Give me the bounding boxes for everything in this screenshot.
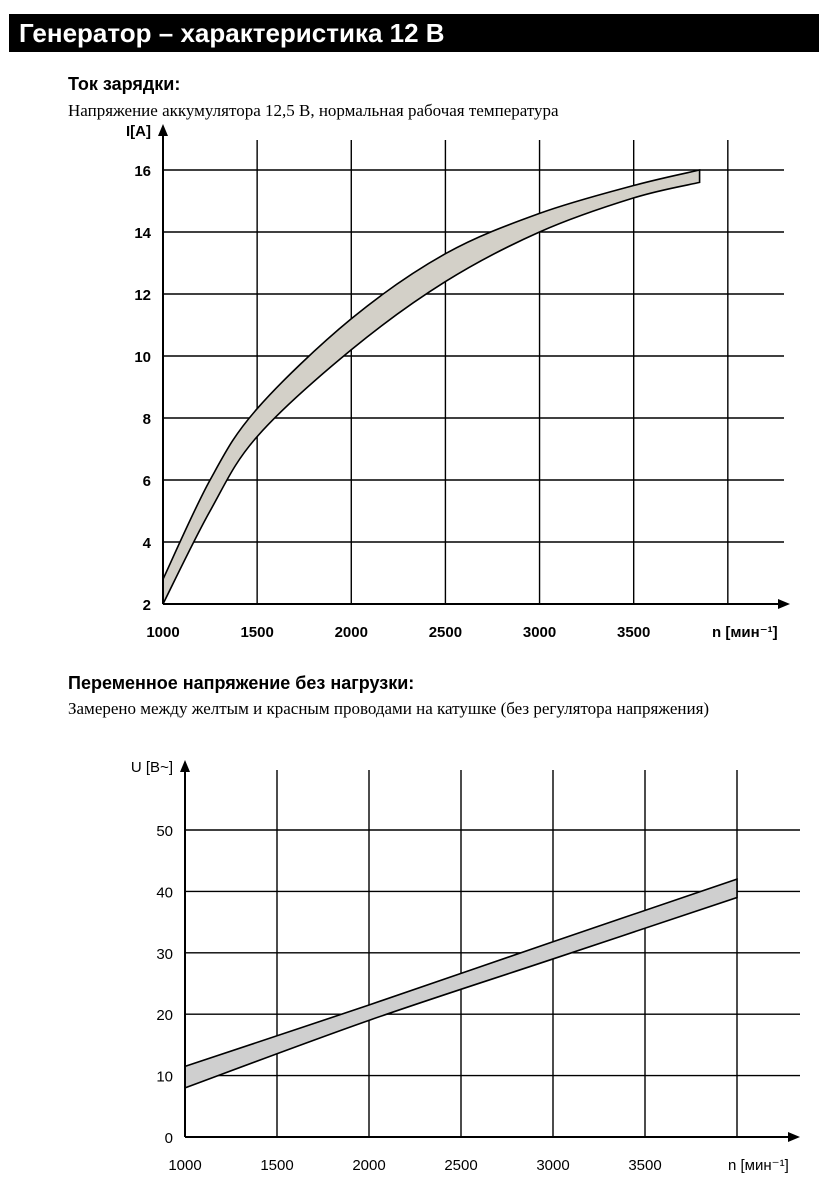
y-tick-label: 2 — [142, 597, 151, 614]
x-axis-label: n [мин⁻¹] — [712, 624, 778, 641]
y-tick-label: 12 — [134, 287, 151, 304]
y-tick-label: 4 — [142, 535, 151, 552]
x-tick-label: 2000 — [352, 1157, 386, 1174]
x-tick-label: 2500 — [428, 624, 463, 641]
x-tick-label: 1500 — [240, 624, 274, 641]
x-tick-label: 1000 — [168, 1157, 202, 1174]
x-tick-label: 1500 — [260, 1157, 294, 1174]
y-tick-label: 10 — [156, 1068, 173, 1086]
x-tick-label: 3000 — [536, 1157, 570, 1174]
x-axis-label: n [мин⁻¹] — [728, 1157, 789, 1174]
y-tick-label: 30 — [156, 945, 173, 963]
y-tick-label: 6 — [142, 473, 151, 490]
ac-voltage-title: Переменное напряжение без нагрузки: — [68, 673, 415, 693]
y-axis-label: U [В~] — [130, 759, 173, 776]
charging-current-description: Напряжение аккумулятора 12,5 В, нормальная рабочая температура — [68, 101, 559, 120]
y-tick-label: 20 — [156, 1007, 173, 1025]
x-tick-label: 3500 — [628, 1157, 662, 1174]
x-tick-label: 1000 — [146, 624, 180, 641]
y-tick-label: 50 — [156, 823, 173, 840]
y-axis-label: I[A] — [126, 123, 151, 140]
x-tick-label: 3500 — [617, 624, 651, 641]
charging-current-title: Ток зарядки: — [68, 74, 181, 94]
y-tick-label: 8 — [142, 411, 151, 428]
y-tick-label: 16 — [134, 163, 151, 180]
x-tick-label: 2000 — [334, 624, 368, 641]
page-title: Генератор – характеристика 12 В — [9, 14, 819, 52]
characteristic-band — [163, 170, 700, 604]
y-tick-label: 14 — [134, 225, 151, 242]
x-tick-label: 2500 — [444, 1157, 478, 1174]
y-tick-label: 0 — [164, 1130, 173, 1147]
y-tick-label: 40 — [156, 884, 173, 902]
x-axis-arrow — [778, 599, 790, 609]
ac-voltage-description: Замерено между желтым и красным проводами на катушке (без регулятора напряжения) — [68, 699, 710, 718]
y-tick-label: 10 — [134, 349, 151, 366]
x-tick-label: 3000 — [522, 624, 557, 641]
y-axis-arrow — [158, 124, 168, 136]
